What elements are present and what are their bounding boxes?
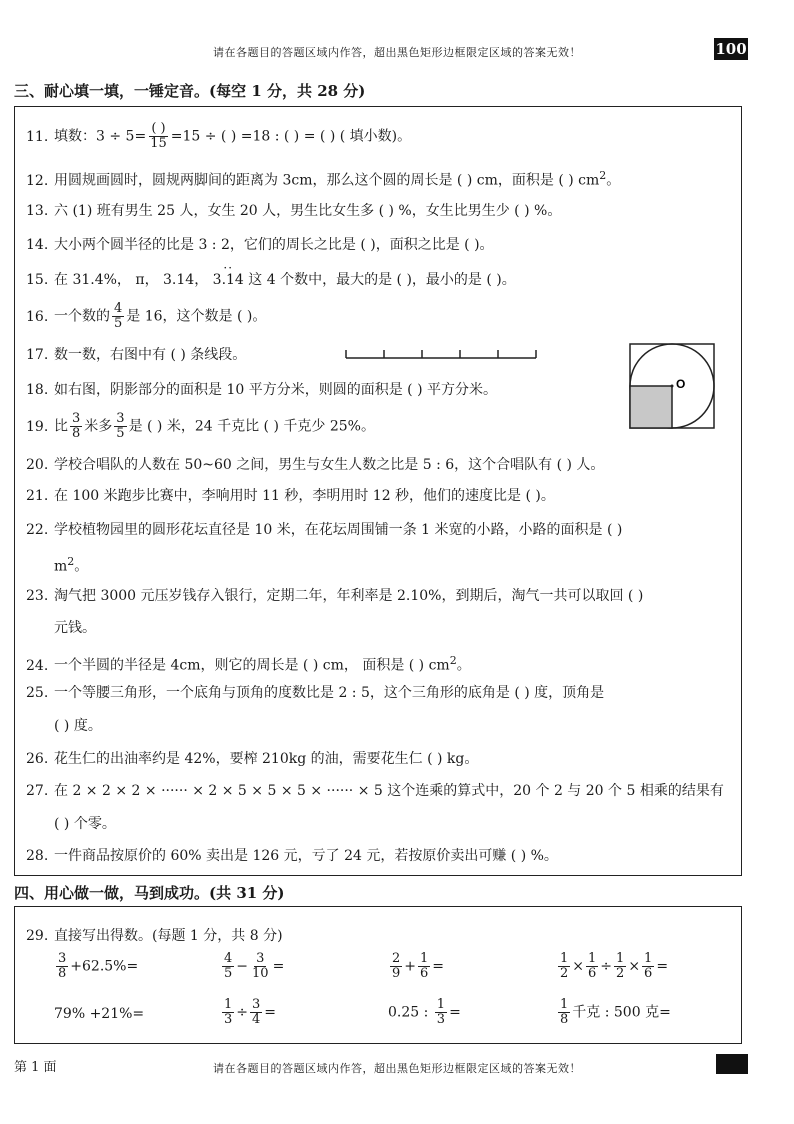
question-15: 15. 在 31.4%， π， 3.14， ·· 3.14 这 4 个数中，最大的是 ( )，最小的是 ( )。 xyxy=(26,270,516,290)
footer-mark xyxy=(716,1054,748,1074)
question-29-title: 29. 直接写出得数。(每题 1 分，共 8 分) xyxy=(26,928,283,944)
question-26: 26. 花生仁的出油率约是 42%，要榨 210kg 的油，需要花生仁 ( ) kg。 xyxy=(26,751,479,767)
top-notice: 请在各题目的答题区域内作答，超出黑色矩形边框限定区域的答案无效！ xyxy=(213,46,581,59)
calc-item-4: $\frac{1}{2}$ × $\frac{1}{6}$ ÷ $\frac{1}{2}$ × $\frac{1}{6}$ = xyxy=(560,951,669,981)
question-19: 19. 比 $\frac{3}{8}$ 米多 $\frac{3}{5}$ 是 ( ) 米，24 千克比 ( ) 千克少 25%。 xyxy=(26,411,375,441)
question-25-continued: ( ) 度。 xyxy=(54,718,102,734)
question-24: 24. 一个半圆的半径是 4cm，则它的周长是 ( ) cm， 面积是 ( ) $cm^2$。 xyxy=(26,654,471,674)
question-17: 17. 数一数，右图中有 ( ) 条线段。 xyxy=(26,347,247,363)
calc-item-5: 79% +21%= xyxy=(54,1006,145,1022)
question-12: 12. 用圆规画圆时，圆规两脚间的距离为 3cm，那么这个圆的周长是 ( ) cm，面积是 ( ) $cm^2$。 xyxy=(26,169,621,189)
calc-item-3: $\frac{2}{9}$ + $\frac{1}{6}$ = xyxy=(392,951,445,981)
center-label: O xyxy=(676,377,686,391)
question-22: 22. 学校植物园里的圆形花坛直径是 10 米，在花坛周围铺一条 1 米宽的小路，小路的面积是 ( ) xyxy=(26,522,623,538)
question-25: 25. 一个等腰三角形，一个底角与顶角的度数比是 2 : 5，这个三角形的底角是 ( ) 度，顶角是 xyxy=(26,685,605,701)
calc-item-8: $\frac{1}{8}$ 千克 : 500 克= xyxy=(560,997,671,1027)
question-21: 21. 在 100 米跑步比赛中，李响用时 11 秒，李明用时 12 秒，他们的速度比是 ( )。 xyxy=(26,488,555,504)
question-23-continued: 元钱。 xyxy=(54,620,96,636)
question-20: 20. 学校合唱队的人数在 50~60 之间，男生与女生人数之比是 5 : 6，这个合唱队有 ( ) 人。 xyxy=(26,457,605,473)
calc-item-6: $\frac{1}{3}$ ÷ $\frac{3}{4}$ = xyxy=(224,997,277,1027)
page-number: 第 1 面 xyxy=(14,1060,57,1075)
footer-notice: 请在各题目的答题区域内作答，超出黑色矩形边框限定区域的答案无效！ xyxy=(213,1062,581,1075)
question-23: 23. 淘气把 3000 元压岁钱存入银行，定期二年，年利率是 2.10%，到期后，淘气一共可以取回 ( ) xyxy=(26,588,644,604)
line-segment-figure xyxy=(342,346,542,362)
corner-mark: 100 xyxy=(715,40,747,58)
section-3-title: 三、耐心填一填，一锤定音。(每空 1 分，共 28 分) xyxy=(14,82,366,100)
calc-item-1: $\frac{3}{8}$ +62.5%= xyxy=(58,951,139,981)
question-28: 28. 一件商品按原价的 60% 卖出是 126 元，亏了 24 元，若按原价卖出可赚 ( ) %。 xyxy=(26,848,558,864)
question-13: 13. 六 (1) 班有男生 25 人，女生 20 人，男生比女生多 ( ) %，女生比男生少 ( ) %。 xyxy=(26,203,562,219)
fraction: $\frac{3}{8}$ xyxy=(72,411,81,441)
calc-item-7: 0.25 : $\frac{1}{3}$ = xyxy=(388,997,461,1027)
circle-square-figure xyxy=(628,342,718,430)
repeating-decimal: ·· 3.14 xyxy=(213,270,244,290)
fraction: $\frac{3}{5}$ xyxy=(116,411,125,441)
section-4-title: 四、用心做一做，马到成功。(共 31 分) xyxy=(14,884,285,902)
question-16: 16. 一个数的 $\frac{4}{5}$ 是 16，这个数是 ( )。 xyxy=(26,301,267,331)
calc-item-2: $\frac{4}{5}$ − $\frac{3}{10}$ = xyxy=(224,951,285,981)
question-14: 14. 大小两个圆半径的比是 3 : 2，它们的周长之比是 ( )，面积之比是 ( )。 xyxy=(26,237,494,253)
fraction: $\frac{4}{5}$ xyxy=(114,301,123,331)
question-18: 18. 如右图，阴影部分的面积是 10 平方分米，则圆的面积是 ( ) 平方分米。 xyxy=(26,382,497,398)
fraction: $\frac{( )}{15}$ xyxy=(150,121,167,151)
question-27: 27. 在 2 × 2 × 2 × ······ × 2 × 5 × 5 × 5 × ······ × 5 这个连乘的算式中，20 个 2 与 20 个 5 相乘的结果有 xyxy=(26,783,724,799)
question-22-continued: $m^2$。 xyxy=(54,555,89,575)
question-11: 11. 填数：3 ÷ 5= $\frac{( )}{15}$ =15 ÷ ( ) =18 : ( ) = ( ) ( 填小数)。 xyxy=(26,121,412,151)
question-27-continued: ( ) 个零。 xyxy=(54,816,116,832)
